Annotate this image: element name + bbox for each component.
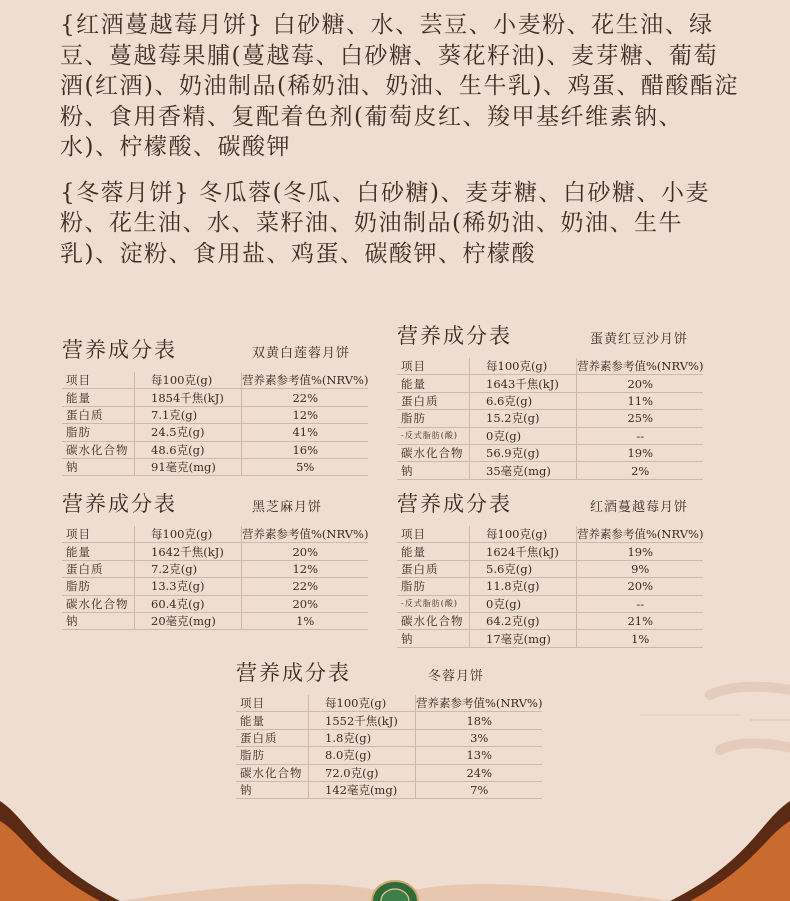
header-per100g: 每100克(g) bbox=[135, 372, 242, 389]
nutrition-table-title: 营养成分表 bbox=[236, 661, 351, 685]
table-row: 钠 17毫克(mg) 1% bbox=[397, 630, 703, 647]
table-row: 碳水化合物 64.2克(g) 21% bbox=[397, 612, 703, 629]
table-row: 脂肪 15.2克(g) 25% bbox=[397, 410, 703, 427]
table-row: 蛋白质 6.6克(g) 11% bbox=[397, 392, 703, 409]
nutrition-table-title: 营养成分表 bbox=[397, 492, 512, 516]
product-name: 黑芝麻月饼 bbox=[252, 500, 323, 515]
table-row: 脂肪 24.5克(g) 41% bbox=[62, 424, 368, 441]
nutrition-table-title: 营养成分表 bbox=[62, 492, 177, 516]
table-row: 碳水化合物 60.4克(g) 20% bbox=[62, 595, 368, 612]
table-row: 能量 1552千焦(kJ) 18% bbox=[236, 712, 542, 729]
nutrition-table-title: 营养成分表 bbox=[397, 324, 512, 348]
table-row: 脂肪 11.8克(g) 20% bbox=[397, 578, 703, 595]
table-row: 钠 20毫克(mg) 1% bbox=[62, 612, 368, 629]
table-header-row: 项目 每100克(g) 营养素参考值%(NRV%) bbox=[62, 526, 368, 543]
table-row: 蛋白质 1.8克(g) 3% bbox=[236, 729, 542, 746]
table-row: 蛋白质 7.2克(g) 12% bbox=[62, 560, 368, 577]
ingredients-winter-melon: {冬蓉月饼} 冬瓜蓉(冬瓜、白砂糖)、麦芽糖、白砂糖、小麦粉、花生油、水、菜籽油、奶油制品(稀奶油、奶油、生牛乳)、淀粉、食用盐、鸡蛋、碳酸钾、柠檬酸 bbox=[60, 179, 711, 267]
table-row: 蛋白质 7.1克(g) 12% bbox=[62, 406, 368, 423]
nutrition-table bbox=[397, 488, 703, 648]
ingredients-cranberry: {红酒蔓越莓月饼} 白砂糖、水、芸豆、小麦粉、花生油、绿豆、蔓越莓果脯(蔓越莓、白砂糖、葵花籽油)、麦芽糖、葡萄酒(红酒)、奶油制品(稀奶油、奶油、生牛乳)、鸡蛋、醋酸酯淀粉、食用香精、复配着色剂(葡萄皮红、羧甲基纤维素钠、水)、柠檬酸、碳酸钾 bbox=[60, 12, 739, 160]
product-name: 双黄白莲蓉月饼 bbox=[252, 346, 351, 361]
header-item: 项目 bbox=[62, 372, 135, 389]
nutrition-table bbox=[62, 488, 368, 630]
ingredients-list bbox=[60, 10, 740, 269]
nutrition-table-title: 营养成分表 bbox=[62, 338, 177, 362]
table-row: 钠 35毫克(mg) 2% bbox=[397, 462, 703, 479]
nutrition-grid bbox=[62, 526, 368, 630]
cloud-decoration-icon bbox=[640, 670, 790, 780]
nutrition-grid bbox=[62, 372, 368, 476]
table-row: 能量 1642千焦(kJ) 20% bbox=[62, 543, 368, 560]
table-header-row: 项目 每100克(g) 营养素参考值%(NRV%) bbox=[236, 695, 542, 712]
table-header-row bbox=[62, 372, 368, 389]
table-row: 蛋白质 5.6克(g) 9% bbox=[397, 560, 703, 577]
table-row: 能量 1854千焦(kJ) 22% bbox=[62, 389, 368, 406]
table-header-row: 项目 每100克(g) 营养素参考值%(NRV%) bbox=[397, 526, 703, 543]
table-row: 能量 1624千焦(kJ) 19% bbox=[397, 543, 703, 560]
nutrition-table bbox=[236, 657, 542, 799]
table-row: 脂肪 8.0克(g) 13% bbox=[236, 747, 542, 764]
table-row: 能量 1643千焦(kJ) 20% bbox=[397, 375, 703, 392]
product-name: 冬蓉月饼 bbox=[428, 669, 485, 684]
table-row: -反式脂肪(酸) 0克(g) -- bbox=[397, 595, 703, 612]
nutrition-table bbox=[397, 320, 703, 480]
header-nrv: 营养素参考值%(NRV%) bbox=[242, 373, 369, 388]
nutrition-grid bbox=[397, 358, 703, 480]
table-row: 钠 91毫克(mg) 5% bbox=[62, 458, 368, 475]
table-row: 碳水化合物 48.6克(g) 16% bbox=[62, 441, 368, 458]
table-row: 碳水化合物 56.9克(g) 19% bbox=[397, 444, 703, 461]
product-name: 红酒蔓越莓月饼 bbox=[590, 500, 689, 515]
brand-emblem-icon bbox=[370, 876, 420, 901]
nutrition-grid bbox=[397, 526, 703, 648]
nutrition-table bbox=[62, 334, 368, 476]
table-row: -反式脂肪(酸) 0克(g) -- bbox=[397, 427, 703, 444]
table-header-row: 项目 每100克(g) 营养素参考值%(NRV%) bbox=[397, 358, 703, 375]
product-name: 蛋黄红豆沙月饼 bbox=[590, 332, 689, 347]
table-row: 脂肪 13.3克(g) 22% bbox=[62, 578, 368, 595]
table-row: 钠 142毫克(mg) 7% bbox=[236, 781, 542, 798]
table-row: 碳水化合物 72.0克(g) 24% bbox=[236, 764, 542, 781]
